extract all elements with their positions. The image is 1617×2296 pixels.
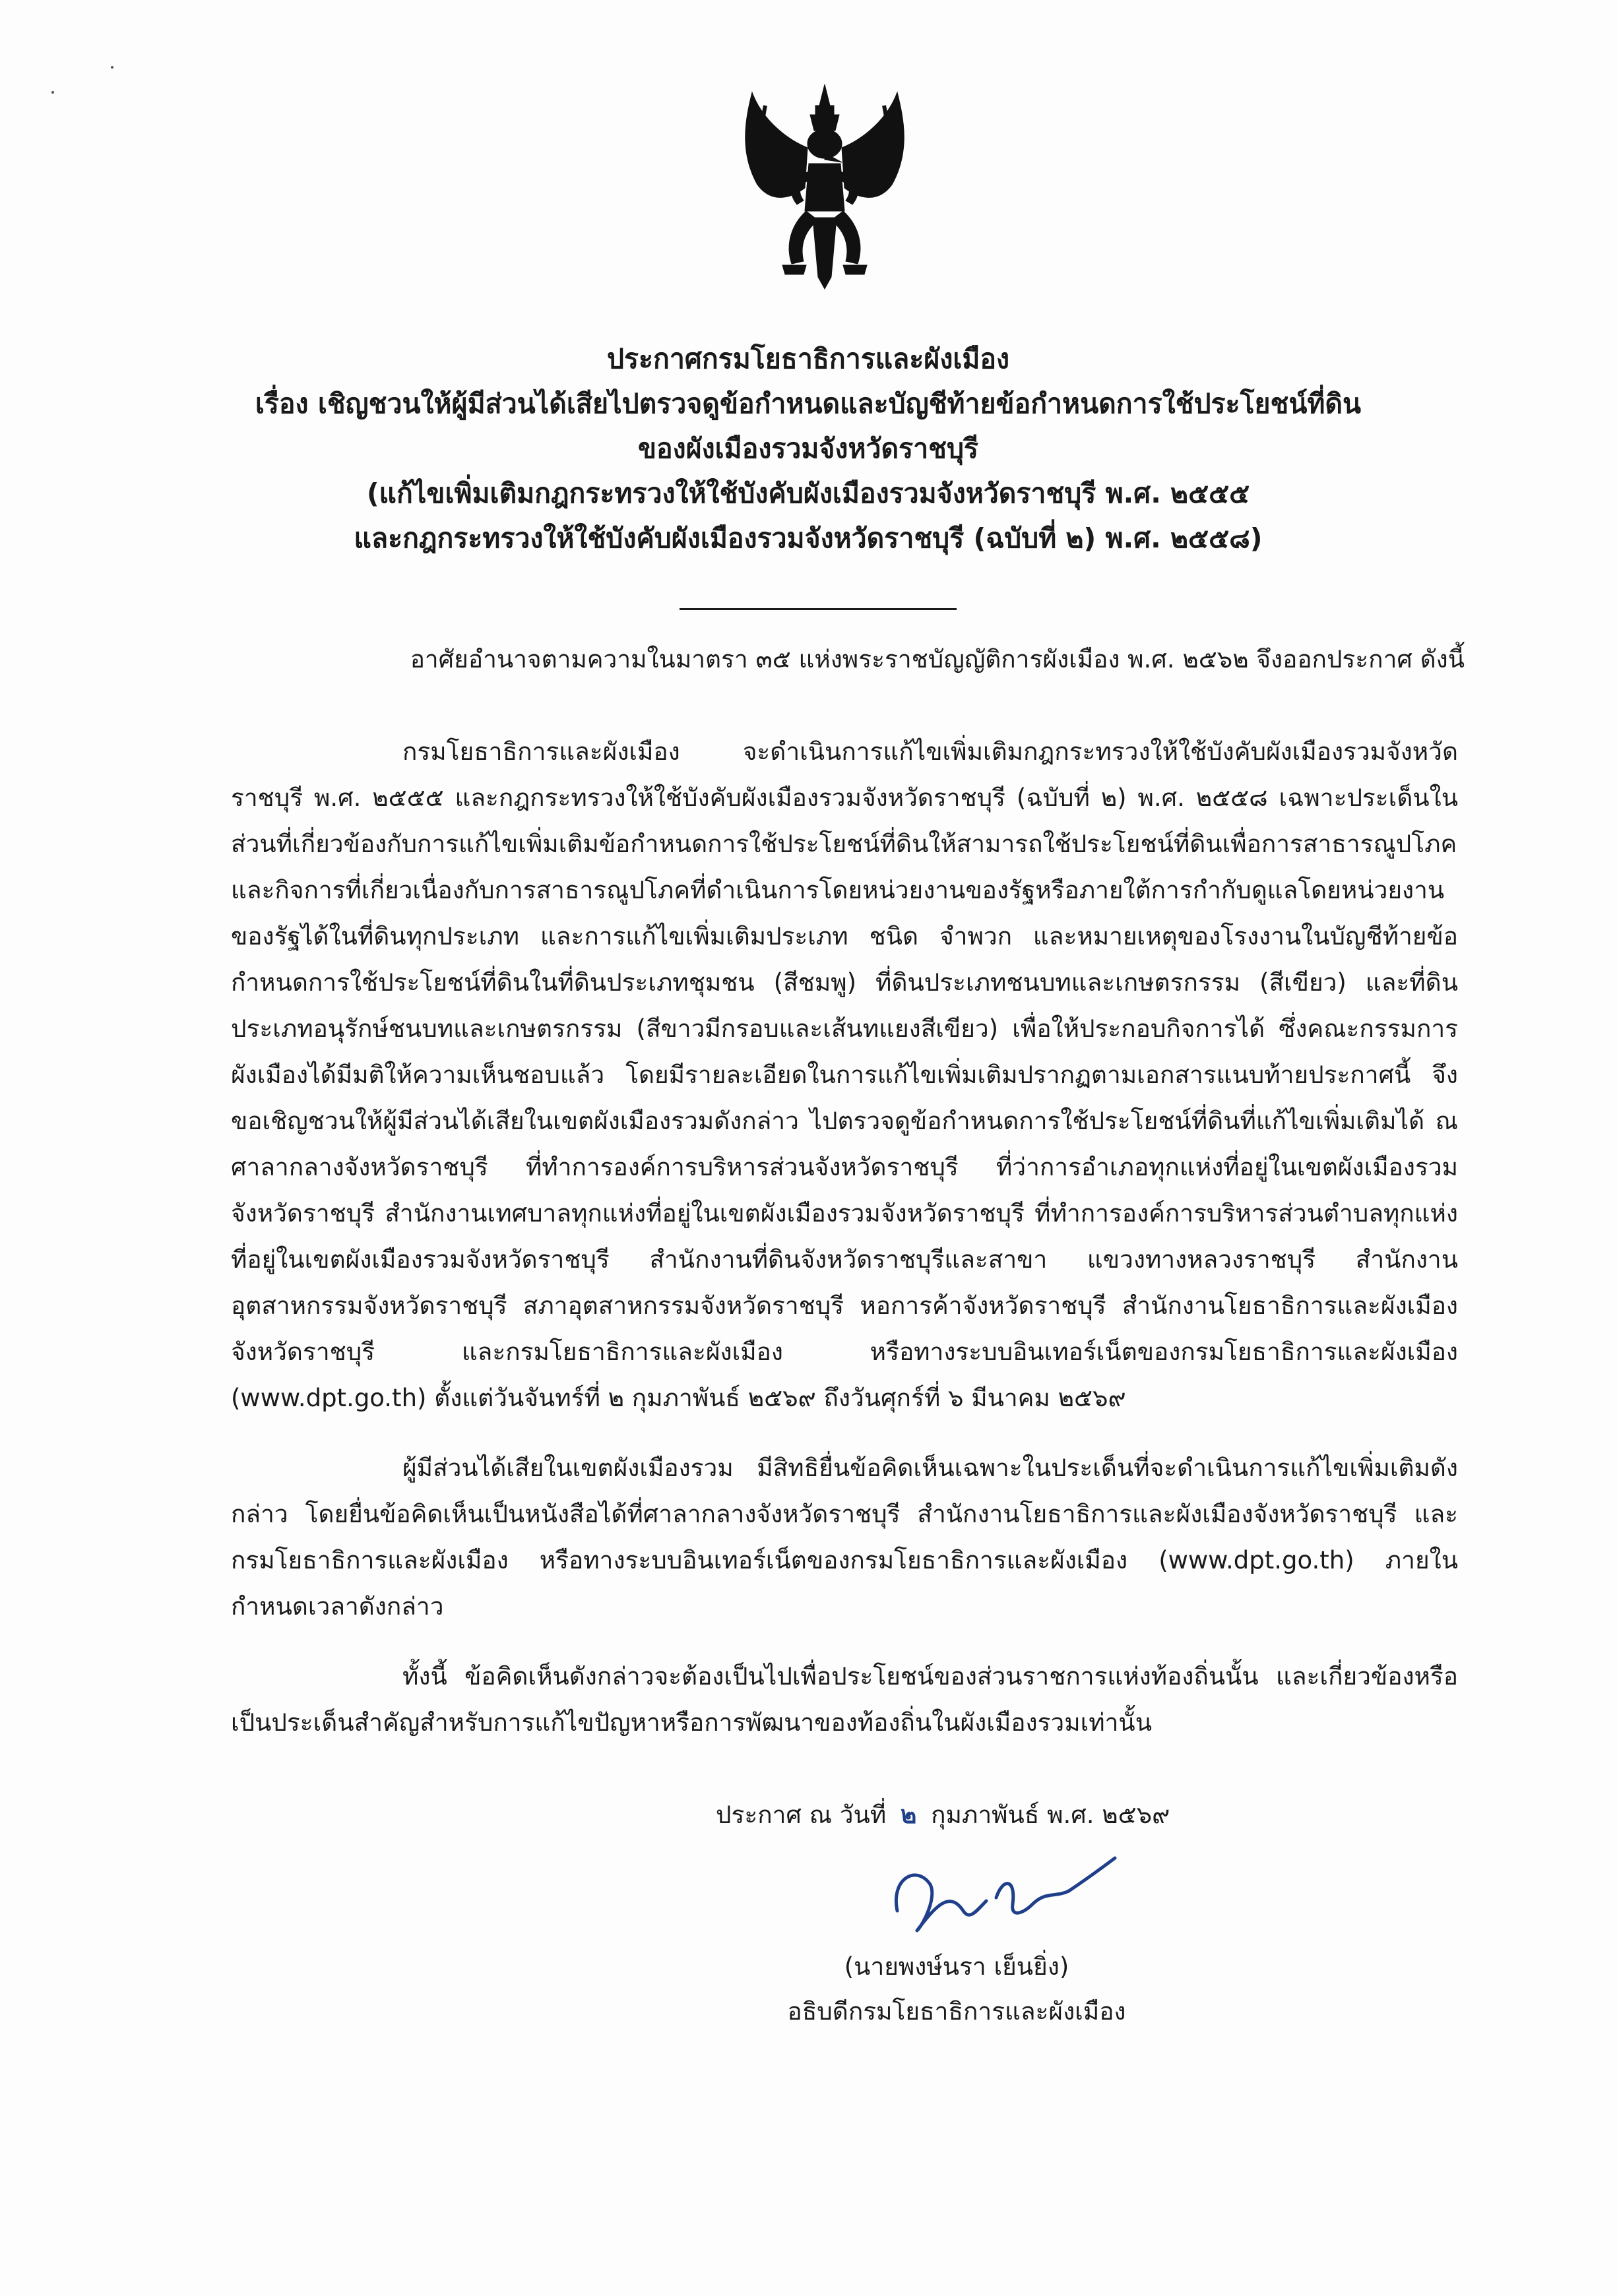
header-amendment-cont: และกฎกระทรวงให้ใช้บังคับผังเมืองรวมจังหวัดราชบุรี (ฉบับที่ ๒) พ.ศ. ๒๕๕๘) (354, 522, 1263, 554)
signer-title: อธิบดีกรมโยธาธิการและผังเมือง (787, 1997, 1126, 2026)
announcement-date (716, 1792, 1170, 1838)
header-subject-cont: ของผังเมืองรวมจังหวัดราชบุรี (637, 433, 979, 464)
intro-paragraph: อาศัยอำนาจตามความในมาตรา ๓๕ แห่งพระราชบัญญัติการผังเมือง พ.ศ. ๒๕๖๒ จึงออกประกาศ ดังนี้ (410, 645, 1465, 673)
header-amendment: (แก้ไขเพิ่มเติมกฎกระทรวงให้ใช้บังคับผังเมืองรวมจังหวัดราชบุรี พ.ศ. ๒๕๕๕ (366, 478, 1250, 509)
condition-paragraph: ทั้งนี้ ข้อคิดเห็นดังกล่าวจะต้องเป็นไปเพื่อประโยชน์ของส่วนราชการแห่งท้องถิ่นนั้น และเกี่ยวข้องหรือเป็นประเด็นสำคัญสำหรับการแก้ไขปัญหาหรือการพัฒนาของท้องถิ่นในผังเมืองรวมเท่านั้น (231, 1662, 1458, 1737)
announcement-header (198, 336, 1418, 561)
header-subject: เรื่อง เชิญชวนให้ผู้มีส่วนได้เสียไปตรวจดูข้อกำหนดและบัญชีท้ายข้อกำหนดการใช้ประโยชน์ที่ดิน (255, 388, 1362, 419)
scan-specks (40, 53, 132, 112)
header-divider (680, 608, 957, 610)
header-title: ประกาศกรมโยธาธิการและผังเมือง (606, 343, 1010, 375)
date-prefix: ประกาศ ณ วันที่ (716, 1801, 887, 1829)
date-day: ๒ (900, 1801, 917, 1829)
handwritten-signature (871, 1851, 1135, 1950)
garuda-emblem-icon (726, 79, 924, 297)
signer-name: (นายพงษ์นรา เย็นยิ่ง) (844, 1952, 1069, 1981)
date-month-year: กุมภาพันธ์ พ.ศ. ๒๕๖๙ (931, 1801, 1170, 1829)
main-paragraph: กรมโยธาธิการและผังเมือง จะดำเนินการแก้ไขเพิ่มเติมกฎกระทรวงให้ใช้บังคับผังเมืองรวมจังหวัดราชบุรี พ.ศ. ๒๕๕๕ และกฎกระทรวงให้ใช้บังคับผังเมืองรวมจังหวัดราชบุรี (ฉบับที่ ๒) พ.ศ. ๒๕๕๘ เฉพาะประเด็นในส่วนที่เกี่ยวข้องกับการแก้ไขเพิ่มเติมข้อกำหนดการใช้ประโยชน์ที่ดินให้สามารถใช้ประโยชน์ที่ดินเพื่อการสาธารณูปโภคและกิจการที่เกี่ยวเนื่องกับการสาธารณูปโภคที่ดำเนินการโดยหน่วยงานของรัฐหรือภายใต้การกำกับดูแลโดยหน่วยงานของรัฐได้ในที่ดินทุกประเภท และการแก้ไขเพิ่มเติมประเภท ชนิด จำพวก และหมายเหตุของโรงงานในบัญชีท้ายข้อกำหนดการใช้ประโยชน์ที่ดินในที่ดินประเภทชุมชน (สีชมพู) ที่ดินประเภทชนบทและเกษตรกรรม (สีเขียว) และที่ดินประเภทอนุรักษ์ชนบทและเกษตรกรรม (สีขาวมีกรอบและเส้นทแยงสีเขียว) เพื่อให้ประกอบกิจการได้ ซึ่งคณะกรรมการผังเมืองได้มีมติให้ความเห็นชอบแล้ว โดยมีรายละเอียดในการแก้ไขเพิ่มเติมปรากฏตามเอกสารแนบท้ายประกาศนี้ จึงขอเชิญชวนให้ผู้มีส่วนได้เสียในเขตผังเมืองรวมดังกล่าว ไปตรวจดูข้อกำหนดการใช้ประโยชน์ที่ดินที่แก้ไขเพิ่มเติมได้ ณ ศาลากลางจังหวัดราชบุรี ที่ทำการองค์การบริหารส่วนจังหวัดราชบุรี ที่ว่าการอำเภอทุกแห่งที่อยู่ในเขตผังเมืองรวมจังหวัดราชบุรี สำนักงานเทศบาลทุกแห่งที่อยู่ในเขตผังเมืองรวมจังหวัดราชบุรี ที่ทำการองค์การบริหารส่วนตำบลทุกแห่งที่อยู่ในเขตผังเมืองรวมจังหวัดราชบุรี สำนักงานที่ดินจังหวัดราชบุรีและสาขา แขวงทางหลวงราชบุรี สำนักงานอุตสาหกรรมจังหวัดราชบุรี สภาอุตสาหกรรมจังหวัดราชบุรี หอการค้าจังหวัดราชบุรี สำนักงานโยธาธิการและผังเมืองจังหวัดราชบุรี และกรมโยธาธิการและผังเมือง หรือทางระบบอินเทอร์เน็ตของกรมโยธาธิการและผังเมือง (www.dpt.go.th) ตั้งแต่วันจันทร์ที่ ๒ กุมภาพันธ์ ๒๕๖๙ ถึงวันศุกร์ที่ ๖ มีนาคม ๒๕๖๙ (231, 737, 1458, 1412)
comment-paragraph: ผู้มีส่วนได้เสียในเขตผังเมืองรวม มีสิทธิยื่นข้อคิดเห็นเฉพาะในประเด็นที่จะดำเนินการแก้ไขเพิ่มเติมดังกล่าว โดยยื่นข้อคิดเห็นเป็นหนังสือได้ที่ศาลากลางจังหวัดราชบุรี สำนักงานโยธาธิการและผังเมืองจังหวัดราชบุรี และกรมโยธาธิการและผังเมือง หรือทางระบบอินเทอร์เน็ตของกรมโยธาธิการและผังเมือง (www.dpt.go.th) ภายในกำหนดเวลาดังกล่าว (231, 1454, 1458, 1621)
